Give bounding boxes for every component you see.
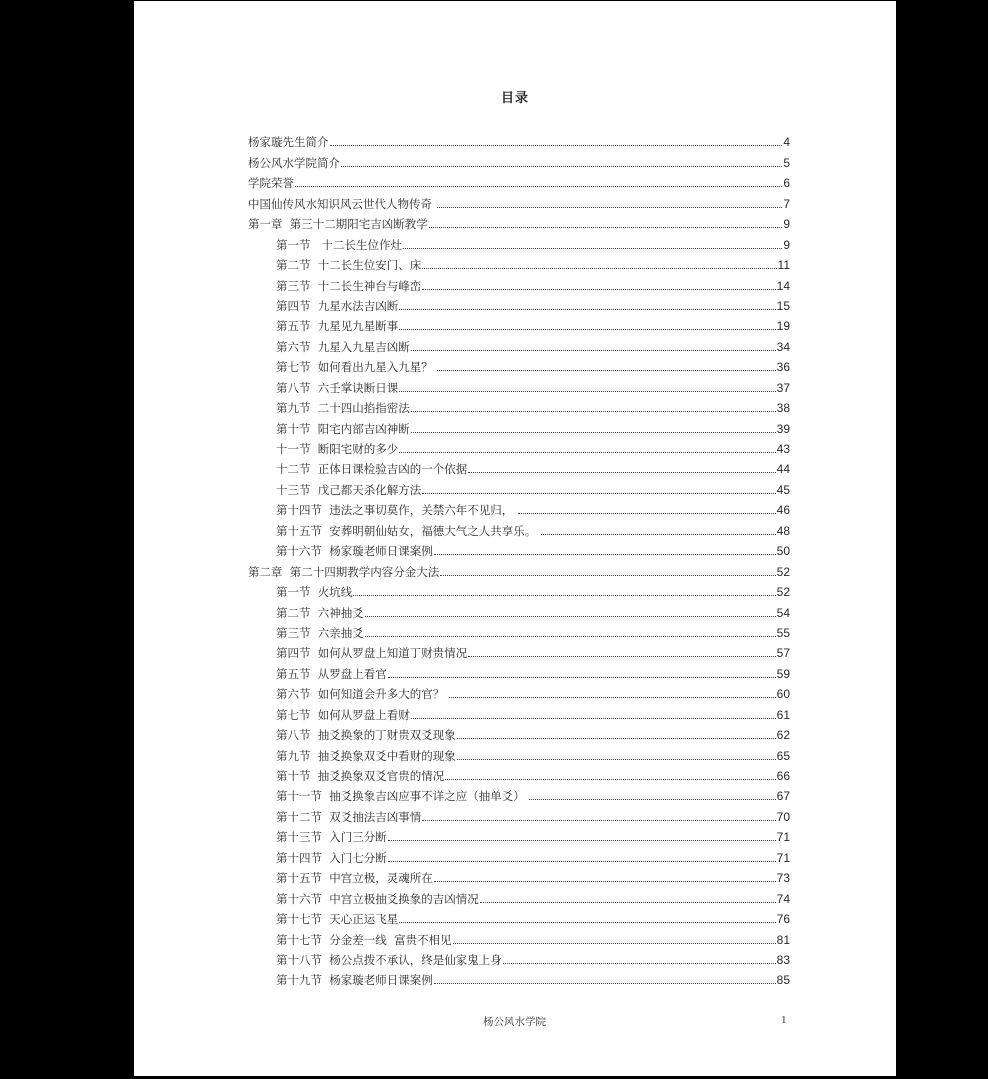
toc-entry-label: 第十七节 天心正运飞星 bbox=[276, 912, 399, 927]
toc-entry-page: 76 bbox=[776, 912, 790, 927]
toc-entry-label: 第十三节 入门三分断 bbox=[276, 830, 387, 845]
toc-chapter-entry[interactable] bbox=[248, 129, 790, 149]
toc-entry-label: 第六节 九星入九星吉凶断 bbox=[276, 339, 410, 354]
dot-leader bbox=[365, 636, 776, 637]
toc-section-entry[interactable] bbox=[248, 763, 790, 783]
toc-entry-label: 第十二节 双爻抽法吉凶事情 bbox=[276, 809, 422, 824]
dot-leader bbox=[440, 575, 775, 576]
toc-section-entry[interactable] bbox=[248, 579, 790, 599]
dot-leader bbox=[480, 902, 776, 903]
toc-section-entry[interactable] bbox=[248, 844, 790, 864]
toc-entry-label: 第六节 如何知道会升多大的官？ bbox=[276, 687, 448, 702]
toc-section-entry[interactable] bbox=[248, 681, 790, 701]
dot-leader bbox=[399, 452, 775, 453]
toc-entry-page: 14 bbox=[776, 278, 790, 293]
toc-section-entry[interactable] bbox=[248, 599, 790, 619]
dot-leader bbox=[295, 186, 782, 187]
dot-leader bbox=[437, 207, 783, 208]
table-of-contents bbox=[248, 129, 790, 987]
toc-section-entry[interactable] bbox=[248, 231, 790, 251]
toc-entry-page: 61 bbox=[776, 707, 790, 722]
toc-entry-page: 52 bbox=[776, 585, 790, 600]
dot-leader bbox=[399, 922, 775, 923]
toc-entry-page: 34 bbox=[776, 339, 790, 354]
toc-entry-label: 中国仙传风水知识风云世代人物传奇 bbox=[248, 196, 436, 211]
toc-entry-label: 第十九节 杨家璇老师日课案例 bbox=[276, 973, 433, 988]
dot-leader bbox=[457, 759, 776, 760]
footer-publisher: 杨公风水学院 bbox=[483, 1016, 546, 1028]
toc-section-entry[interactable] bbox=[248, 415, 790, 435]
toc-entry-page: 50 bbox=[776, 544, 790, 559]
dot-leader bbox=[518, 513, 776, 514]
toc-section-entry[interactable] bbox=[248, 395, 790, 415]
dot-leader bbox=[434, 983, 776, 984]
toc-section-entry[interactable] bbox=[248, 354, 790, 374]
toc-entry-label: 学院荣誉 bbox=[248, 176, 294, 191]
toc-entry-page: 65 bbox=[776, 748, 790, 763]
dot-leader bbox=[411, 432, 776, 433]
dot-leader bbox=[529, 799, 775, 800]
toc-section-entry[interactable] bbox=[248, 436, 790, 456]
toc-section-entry[interactable] bbox=[248, 865, 790, 885]
toc-entry-page: 85 bbox=[776, 973, 790, 988]
toc-entry-page: 9 bbox=[783, 217, 790, 232]
toc-section-entry[interactable] bbox=[248, 476, 790, 496]
toc-entry-label: 第八节 六壬掌诀断日课 bbox=[276, 380, 399, 395]
toc-chapter-entry[interactable] bbox=[248, 211, 790, 231]
dot-leader bbox=[341, 166, 782, 167]
dot-leader bbox=[457, 738, 776, 739]
toc-entry-label: 第十八节 杨公点拨不承认，终是仙家鬼上身 bbox=[276, 952, 502, 967]
toc-entry-page: 48 bbox=[776, 523, 790, 538]
toc-entry-page: 9 bbox=[783, 237, 790, 252]
toc-entry-label: 第三节 十二长生神台与峰峦 bbox=[276, 278, 422, 293]
dot-leader bbox=[411, 411, 776, 412]
toc-entry-page: 73 bbox=[776, 871, 790, 886]
toc-section-entry[interactable] bbox=[248, 947, 790, 967]
dot-leader bbox=[403, 248, 782, 249]
toc-entry-page: 6 bbox=[783, 176, 790, 191]
dot-leader bbox=[437, 370, 775, 371]
toc-entry-label: 第七节 如何从罗盘上看财 bbox=[276, 707, 410, 722]
toc-entry-label: 第十五节 中宫立极，灵魂所在 bbox=[276, 871, 433, 886]
toc-entry-page: 54 bbox=[776, 605, 790, 620]
dot-leader bbox=[422, 268, 776, 269]
dot-leader bbox=[468, 472, 775, 473]
toc-entry-label: 第十四节 入门七分断 bbox=[276, 850, 387, 865]
toc-section-entry[interactable] bbox=[248, 313, 790, 333]
toc-entry-label: 第三节 六亲抽爻 bbox=[276, 625, 364, 640]
dot-leader bbox=[422, 820, 775, 821]
toc-entry-label: 第九节 二十四山掐指密法 bbox=[276, 401, 410, 416]
toc-section-entry[interactable] bbox=[248, 456, 790, 476]
toc-entry-label: 杨家璇先生简介 bbox=[248, 135, 329, 150]
toc-section-entry[interactable] bbox=[248, 701, 790, 721]
dot-leader bbox=[388, 840, 776, 841]
toc-section-entry[interactable] bbox=[248, 374, 790, 394]
toc-entry-label: 第十节 阳宅内部吉凶神断 bbox=[276, 421, 410, 436]
toc-section-entry[interactable] bbox=[248, 252, 790, 272]
toc-entry-page: 36 bbox=[776, 360, 790, 375]
toc-entry-page: 37 bbox=[776, 380, 790, 395]
document-page bbox=[134, 1, 896, 1076]
dot-leader bbox=[453, 943, 776, 944]
toc-chapter-entry[interactable] bbox=[248, 558, 790, 578]
dot-leader bbox=[399, 391, 775, 392]
toc-entry-page: 38 bbox=[776, 401, 790, 416]
toc-entry-label: 第五节 九星见九星断事 bbox=[276, 319, 399, 334]
dot-leader bbox=[434, 881, 776, 882]
toc-entry-page: 11 bbox=[777, 258, 790, 273]
toc-entry-label: 第二节 六神抽爻 bbox=[276, 605, 364, 620]
toc-entry-label: 第十六节 杨家璇老师日课案例 bbox=[276, 544, 433, 559]
toc-section-entry[interactable] bbox=[248, 497, 790, 517]
toc-entry-label: 第七节 如何看出九星入九星？ bbox=[276, 360, 437, 375]
dot-leader bbox=[399, 309, 775, 310]
toc-section-entry[interactable] bbox=[248, 272, 790, 292]
dot-leader bbox=[411, 350, 776, 351]
toc-section-entry[interactable] bbox=[248, 824, 790, 844]
toc-section-entry[interactable] bbox=[248, 926, 790, 946]
toc-section-entry[interactable] bbox=[248, 293, 790, 313]
toc-entry-label: 第十五节 安葬明朝仙姑女，福德大气之人共享乐。 bbox=[276, 523, 540, 538]
toc-entry-label: 第二章 第二十四期教学内容分金大法 bbox=[248, 564, 440, 579]
toc-entry-label: 第四节 九星水法吉凶断 bbox=[276, 298, 399, 313]
toc-entry-label: 第十节 抽爻换象双爻官贵的情况 bbox=[276, 769, 445, 783]
toc-entry-page: 4 bbox=[783, 135, 790, 150]
toc-chapter-entry[interactable] bbox=[248, 149, 790, 169]
dot-leader bbox=[399, 329, 775, 330]
toc-section-entry[interactable] bbox=[248, 906, 790, 926]
toc-section-entry[interactable] bbox=[248, 742, 790, 762]
dot-leader bbox=[330, 145, 783, 146]
toc-entry-label: 第八节 抽爻换象的丁财贵双爻现象 bbox=[276, 728, 456, 743]
toc-section-entry[interactable] bbox=[248, 640, 790, 660]
toc-entry-page: 55 bbox=[776, 625, 790, 640]
toc-entry-page: 81 bbox=[776, 932, 790, 947]
dot-leader bbox=[468, 656, 775, 657]
dot-leader bbox=[449, 697, 776, 698]
toc-entry-page: 70 bbox=[776, 809, 790, 824]
toc-section-entry[interactable] bbox=[248, 660, 790, 680]
toc-entry-page: 19 bbox=[776, 319, 790, 334]
toc-entry-label: 第一节 火坑线 bbox=[276, 585, 353, 600]
toc-entry-label: 十三节 戊己都天杀化解方法 bbox=[276, 482, 422, 497]
toc-entry-label: 第四节 如何从罗盘上知道丁财贵情况 bbox=[276, 646, 468, 661]
toc-entry-page: 83 bbox=[776, 952, 790, 967]
toc-entry-page: 74 bbox=[776, 891, 790, 906]
toc-entry-page: 46 bbox=[776, 503, 790, 518]
toc-entry-page: 7 bbox=[783, 196, 790, 211]
toc-entry-label: 十二节 正体日课检验吉凶的一个依据 bbox=[276, 462, 468, 477]
toc-entry-label: 第一章 第三十二期阳宅吉凶断教学 bbox=[248, 217, 428, 232]
toc-entry-page: 44 bbox=[776, 462, 790, 477]
dot-leader bbox=[445, 779, 775, 780]
dot-leader bbox=[541, 534, 776, 535]
toc-section-entry[interactable] bbox=[248, 783, 790, 803]
toc-chapter-entry[interactable] bbox=[248, 170, 790, 190]
toc-entry-label: 第一节 十二长生位作灶 bbox=[276, 237, 402, 252]
toc-entry-label: 杨公风水学院简介 bbox=[248, 155, 340, 170]
toc-entry-page: 57 bbox=[776, 646, 790, 661]
toc-section-entry[interactable] bbox=[248, 722, 790, 742]
dot-leader bbox=[365, 616, 776, 617]
toc-entry-page: 71 bbox=[776, 830, 790, 845]
toc-entry-label: 第二节 十二长生位安门、床 bbox=[276, 258, 422, 273]
toc-entry-page: 71 bbox=[776, 850, 790, 865]
toc-section-entry[interactable] bbox=[248, 967, 790, 987]
dot-leader bbox=[388, 677, 776, 678]
toc-entry-page: 43 bbox=[776, 442, 790, 456]
dot-leader bbox=[429, 227, 783, 228]
toc-entry-page: 15 bbox=[776, 298, 790, 313]
toc-entry-label: 第十六节 中宫立极抽爻换象的吉凶情况 bbox=[276, 891, 479, 906]
toc-section-entry[interactable] bbox=[248, 538, 790, 558]
toc-entry-page: 67 bbox=[776, 789, 790, 804]
toc-title: 目录 bbox=[500, 91, 529, 106]
toc-section-entry[interactable] bbox=[248, 333, 790, 353]
toc-entry-page: 66 bbox=[776, 769, 790, 783]
toc-entry-label: 第五节 从罗盘上看官 bbox=[276, 666, 387, 681]
toc-entry-label: 十一节 断阳宅财的多少 bbox=[276, 442, 399, 456]
toc-section-entry[interactable] bbox=[248, 803, 790, 823]
dot-leader bbox=[353, 595, 775, 596]
toc-entry-page: 5 bbox=[783, 155, 790, 170]
dot-leader bbox=[503, 963, 776, 964]
toc-entry-page: 60 bbox=[776, 687, 790, 702]
toc-entry-page: 62 bbox=[776, 728, 790, 743]
toc-section-entry[interactable] bbox=[248, 885, 790, 905]
toc-entry-page: 45 bbox=[776, 482, 790, 497]
dot-leader bbox=[388, 861, 776, 862]
toc-entry-label: 第九节 抽爻换象双爻中看财的现象 bbox=[276, 748, 456, 763]
toc-entry-label: 第十七节 分金差一线 富贵不相见 bbox=[276, 932, 452, 947]
toc-entry-label: 第十四节 违法之事切莫作，关禁六年不见归， bbox=[276, 503, 517, 518]
dot-leader bbox=[422, 493, 775, 494]
toc-entry-page: 39 bbox=[776, 421, 790, 436]
toc-section-entry[interactable] bbox=[248, 517, 790, 537]
toc-entry-label: 第十一节 抽爻换象吉凶应事不详之应（抽单爻） bbox=[276, 789, 529, 804]
toc-section-entry[interactable] bbox=[248, 620, 790, 640]
dot-leader bbox=[411, 718, 776, 719]
toc-chapter-entry[interactable] bbox=[248, 190, 790, 210]
dot-leader bbox=[434, 554, 776, 555]
toc-entry-page: 59 bbox=[776, 666, 790, 681]
toc-entry-page: 52 bbox=[776, 564, 790, 579]
footer-page-number: 1 bbox=[781, 1014, 787, 1026]
dot-leader bbox=[422, 289, 775, 290]
